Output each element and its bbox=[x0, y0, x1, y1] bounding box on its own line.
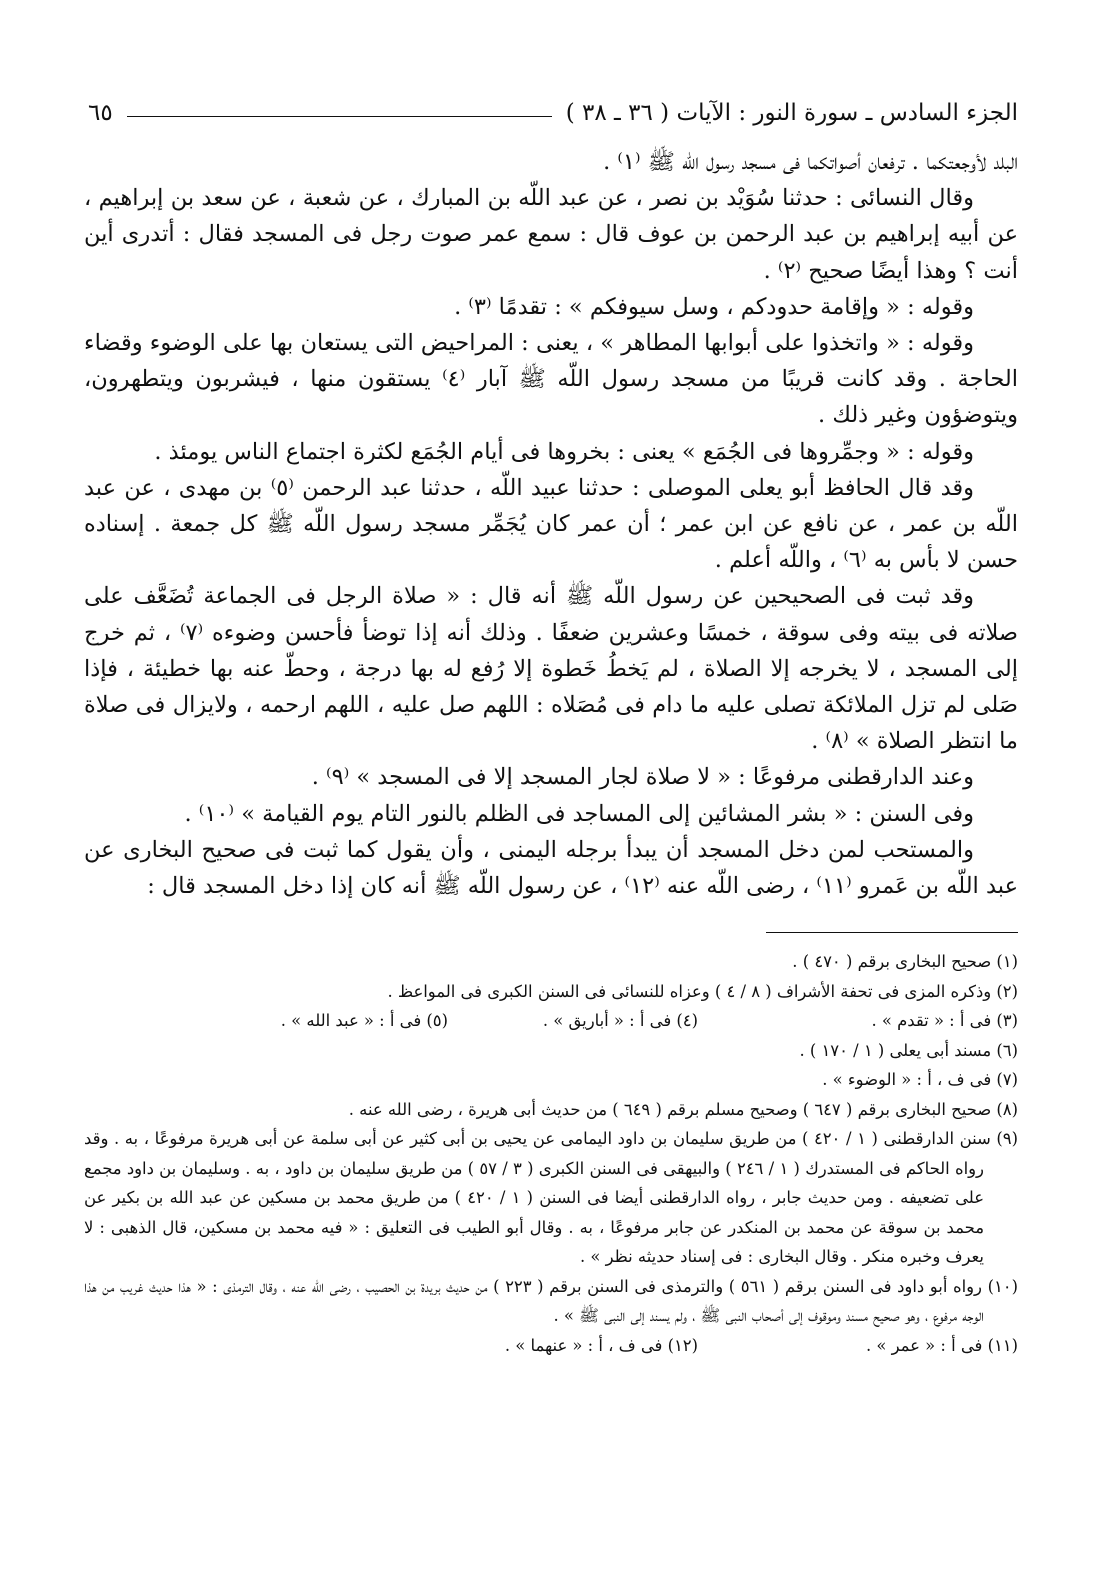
paragraph: وقد قال الحافظ أبو يعلى الموصلى : حدثنا عبيد اللّه ، حدثنا عبد الرحمن ⁽٥⁾ بن مهدى ، عن عبد اللّه بن عمر ، عن نافع عن ابن عمر ؛ أن عمر كان يُجَمِّر مسجد رسول اللّه ﷺ كل جمعة . إسناده حسن لا بأس به ⁽٦⁾ ، واللّه أعلم . bbox=[84, 474, 1018, 574]
footnote-row bbox=[84, 1331, 1018, 1361]
page-header bbox=[84, 86, 1018, 126]
footnote: (٨) صحيح البخارى برقم ( ٦٤٧ ) وصحيح مسلم برقم ( ٦٤٩ ) من حديث أبى هريرة ، رضى الله عنه . bbox=[348, 1099, 1018, 1119]
footnote: (١٠) رواه أبو داود فى السنن برقم ( ٥٦١ ) والترمذى فى السنن برقم ( ٢٢٣ ) من حديث بريدة بن الحصيب ، رضى الله عنه ، وقال الترمذى : « هذا حديث غريب من هذا الوجه مرفوع ، وهو صحيح مسند وموقوف إلى أصحاب النبى ﷺ ، ولم يسند إلى النبى ﷺ » . bbox=[84, 1276, 1018, 1326]
footnote-row bbox=[84, 1006, 1018, 1036]
footnote-rule bbox=[766, 932, 1018, 933]
paragraph: وقوله : « وإقامة حدودكم ، وسل سيوفكم » : تقدمًا ⁽٣⁾ . bbox=[454, 293, 974, 320]
paragraph: البلد لأوجعتكما . ترفعان أصواتكما فى مسجد رسول اللّه ﷺ ⁽١⁾ . bbox=[603, 149, 1018, 175]
paragraph: وعند الدارقطنى مرفوعًا : « لا صلاة لجار المسجد إلا فى المسجد » ⁽٩⁾ . bbox=[311, 764, 974, 791]
footnote: (٣) فى أ : « تقدم » . bbox=[871, 1011, 1018, 1031]
paragraph: وقوله : « واتخذوا على أبوابها المطاهر » ، يعنى : المراحيض التى يستعان بها على الوضوء وقضاء الحاجة . وقد كانت قريبًا من مسجد رسول اللّه ﷺ آبار ⁽٤⁾ يستقون منها ، فيشربون ويتطهرون، ويتوضؤون وغير ذلك . bbox=[84, 330, 1018, 429]
footnote: (٢) وذكره المزى فى تحفة الأشراف ( ٨ / ٤ ) وعزاه للنسائى فى السنن الكبرى فى المواعظ . bbox=[387, 981, 1018, 1001]
footnote: (٧) فى ف ، أ : « الوضوء » . bbox=[822, 1070, 1018, 1090]
footnote: (١٢) فى ف ، أ : « عنهما » . bbox=[504, 1335, 698, 1355]
paragraph: والمستحب لمن دخل المسجد أن يبدأ برجله اليمنى ، وأن يقول كما ثبت فى صحيح البخارى عن عبد اللّه بن عَمرو ⁽١١⁾ ، رضى اللّه عنه ⁽١٢⁾ ، عن رسول اللّه ﷺ أنه كان إذا دخل المسجد قال : bbox=[84, 836, 1018, 900]
paragraph: وفى السنن : « بشر المشائين إلى المساجد فى الظلم بالنور التام يوم القيامة » ⁽١٠⁾ . bbox=[184, 800, 974, 827]
footnote: (٦) مسند أبى يعلى ( ١ / ١٧٠ ) . bbox=[799, 1040, 1018, 1060]
main-text bbox=[84, 144, 1018, 904]
footnote: (٩) سنن الدارقطنى ( ١ / ٤٢٠ ) من طريق سليمان بن داود اليمامى عن يحيى بن أبى كثير عن أبى سلمة عن أبى هريرة مرفوعًا ، به . وقد رواه الحاكم فى المستدرك ( ١ / ٢٤٦ ) والبيهقى فى السنن الكبرى ( ٣ / ٥٧ ) من طريق سليمان بن داود ، به . وسليمان بن داود مجمع على تضعيفه . ومن حديث جابر ، رواه الدارقطنى أيضا فى السنن ( ١ / ٤٢٠ ) من طريق محمد بن مسكين عن عبد الله بن بكير عن محمد بن سوقة عن محمد بن المنكدر عن جابر مرفوعًا ، به . وقال أبو الطيب فى التعليق : « فيه محمد بن مسكين، قال الذهبى : لا يعرف وخبره منكر . وقال البخارى : فى إسناد حديثه نظر » . bbox=[84, 1129, 1018, 1267]
page-number: ٦٥ bbox=[88, 100, 113, 126]
paragraph: وقوله : « وجمِّروها فى الجُمَع » يعنى : بخروها فى أيام الجُمَع لكثرة اجتماع الناس يومئذ . bbox=[154, 438, 974, 465]
footnote: (١) صحيح البخارى برقم ( ٤٧٠ ) . bbox=[792, 952, 1018, 972]
paragraph: وقال النسائى : حدثنا سُوَيْد بن نصر ، عن عبد اللّه بن المبارك ، عن شعبة ، عن سعد بن إبراهيم ، عن أبيه إبراهيم بن عبد الرحمن بن عوف قال : سمع عمر صوت رجل فى المسجد فقال : أتدرى أين أنت ؟ وهذا أيضًا صحيح ⁽٢⁾ . bbox=[84, 185, 1018, 284]
header-rule bbox=[127, 116, 552, 117]
footnote: (٥) فى أ : « عبد الله » . bbox=[280, 1011, 448, 1031]
paragraph: وقد ثبت فى الصحيحين عن رسول اللّه ﷺ أنه قال : « صلاة الرجل فى الجماعة تُضَعَّف على صلاته فى بيته وفى سوقة ، خمسًا وعشرين ضعفًا . وذلك أنه إذا توضأ فأحسن وضوءه ⁽٧⁾ ، ثم خرج إلى المسجد ، لا يخرجه إلا الصلاة ، لم يَخطُ خَطوة إلا رُفع له بها درجة ، وحطّ عنه بها خطيئة ، فإذا صَلى لم تزل الملائكة تصلى عليه ما دام فى مُصَلاه : اللهم صل عليه ، اللهم ارحمه ، ولايزال فى صلاة ما انتظر الصلاة » ⁽٨⁾ . bbox=[84, 583, 1018, 755]
footnote: (٤) فى أ : « أباريق » . bbox=[542, 1011, 698, 1031]
footnotes bbox=[84, 947, 1018, 1360]
running-head: الجزء السادس ـ سورة النور : الآيات ( ٣٦ ـ ٣٨ ) bbox=[565, 100, 1018, 126]
footnote: (١١) فى أ : « عمر » . bbox=[865, 1335, 1018, 1355]
